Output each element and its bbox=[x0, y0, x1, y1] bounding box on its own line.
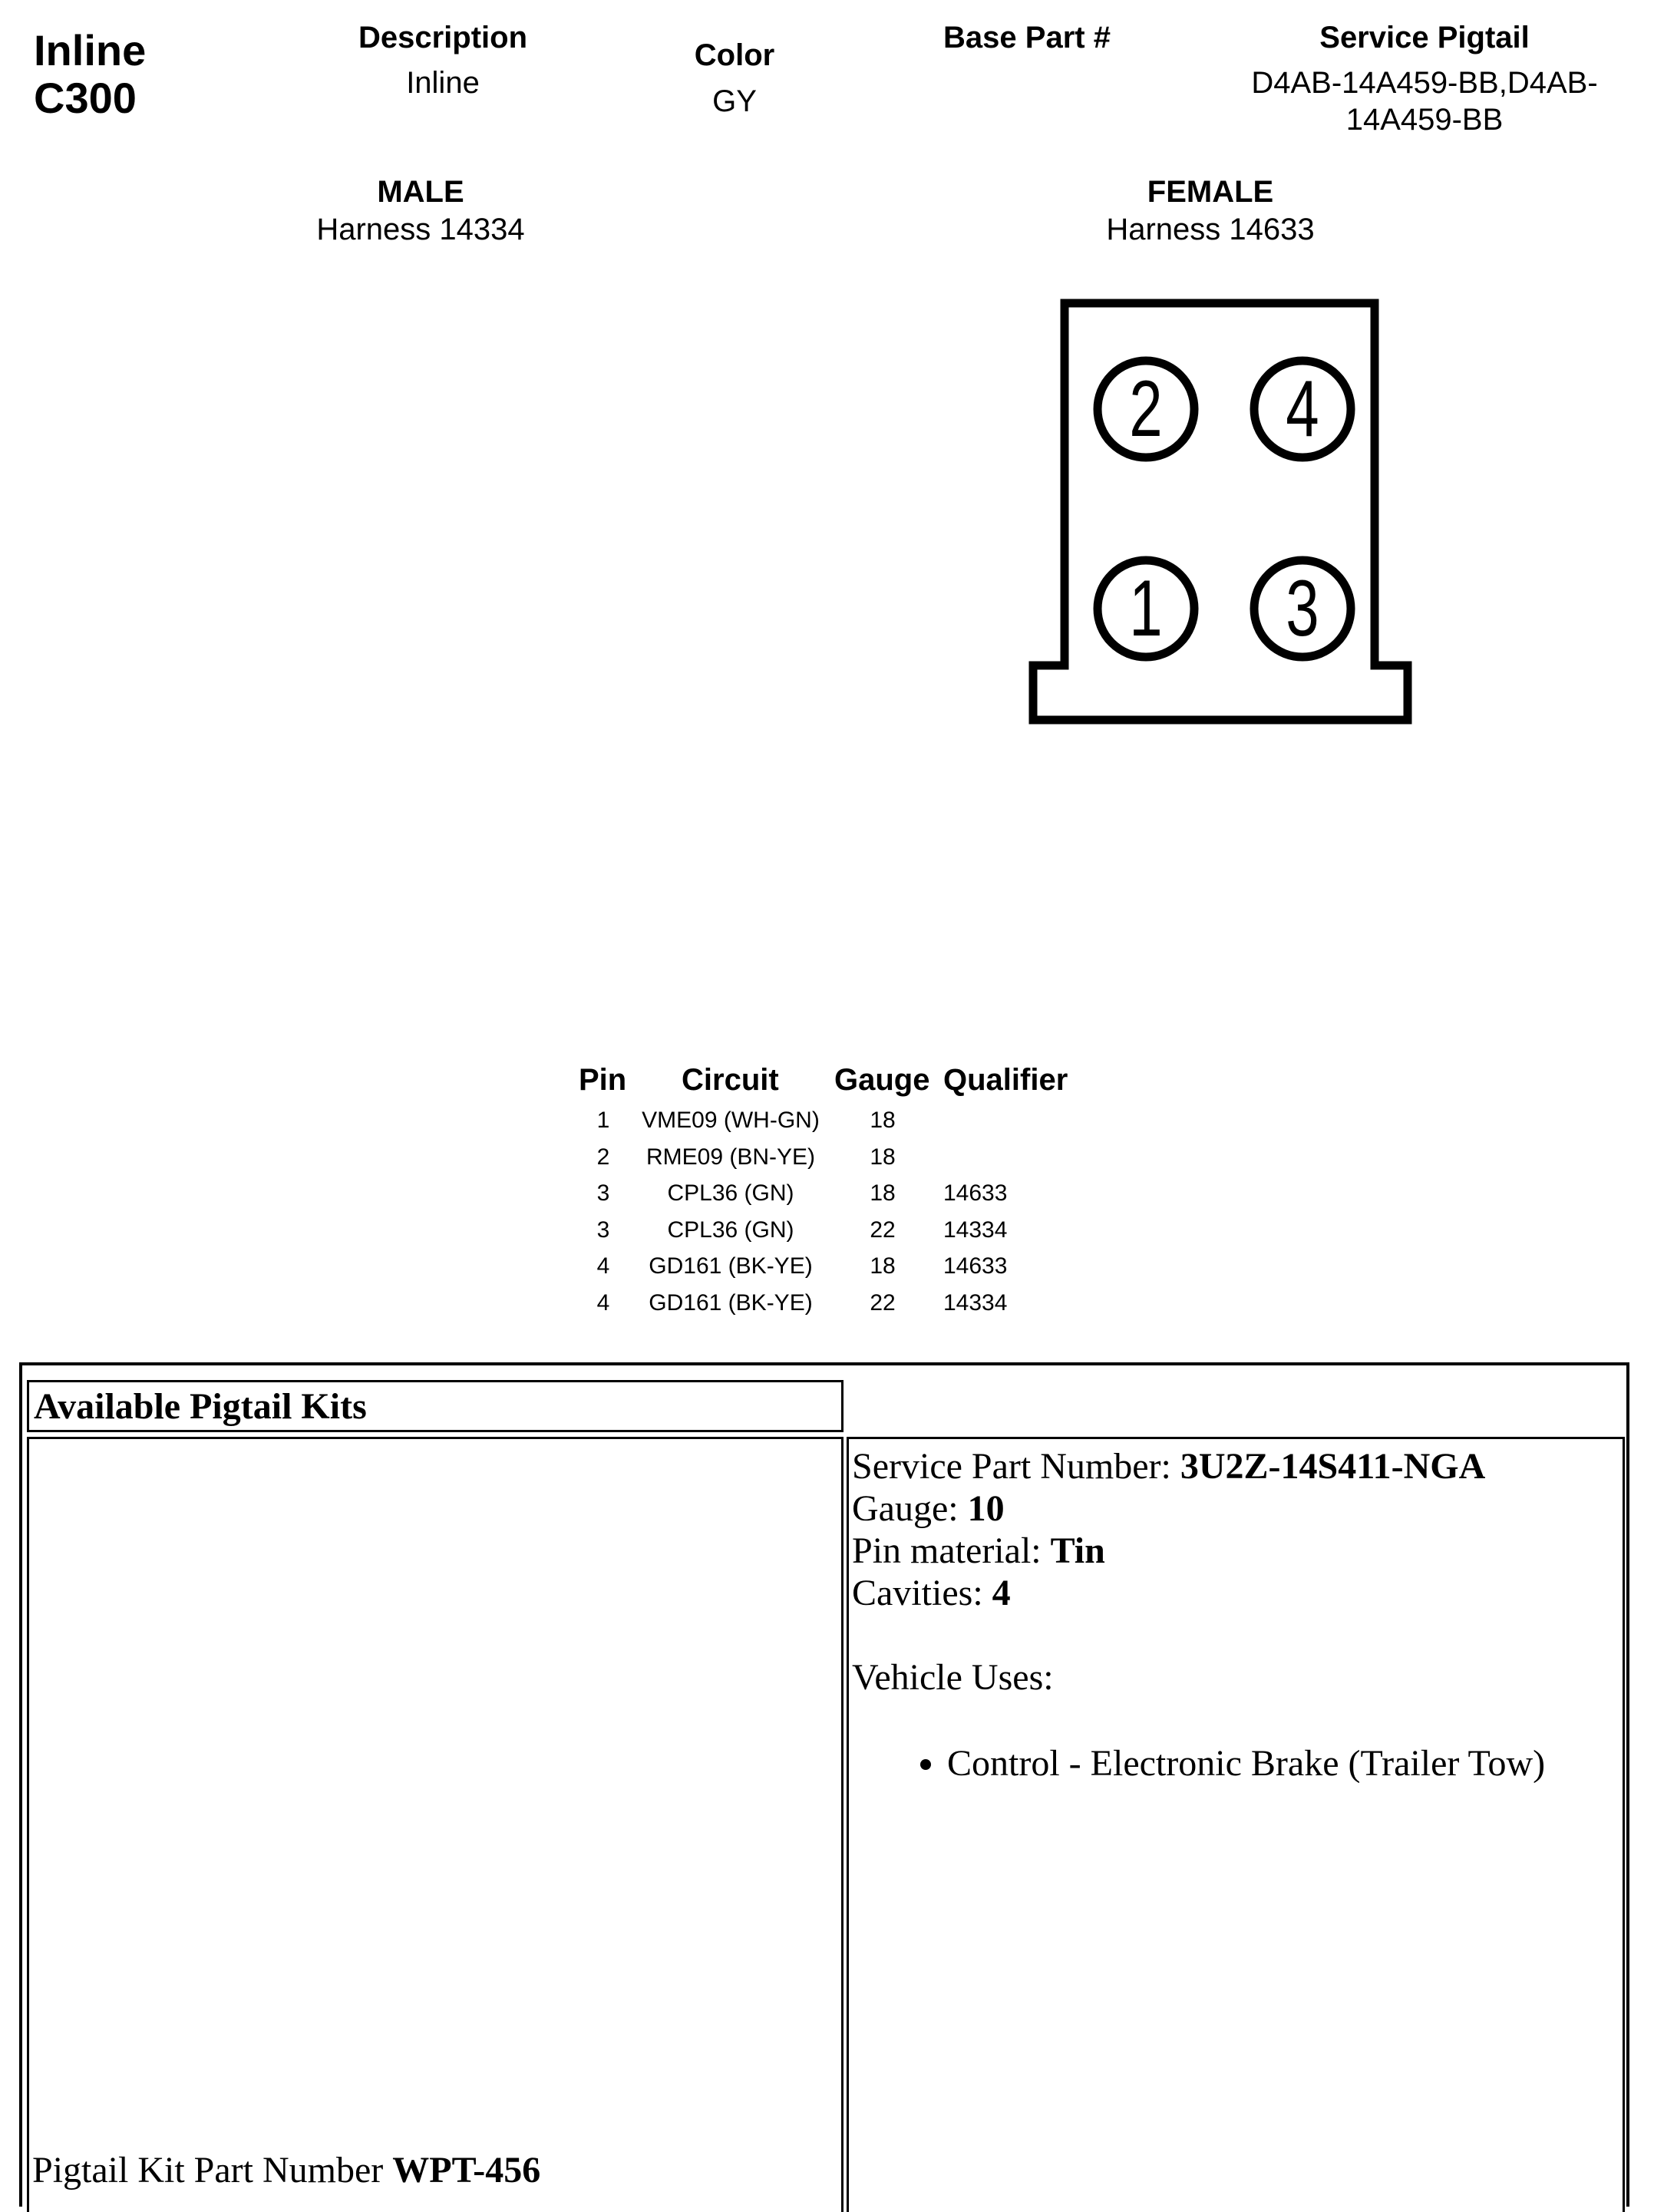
vehicle-uses-list bbox=[852, 1742, 1545, 1784]
cavity-2 bbox=[1098, 361, 1194, 457]
connector-title bbox=[34, 27, 146, 122]
pigtail-kit-label: Pigtail Kit Part Number bbox=[32, 2150, 393, 2191]
pin-qualifier-cell: 14334 bbox=[943, 1289, 1008, 1316]
pin-pin-cell: 4 bbox=[596, 1253, 610, 1279]
pin-material-label: Pin material: bbox=[852, 1530, 1051, 1571]
service-pigtail-label: Service Pigtail bbox=[1319, 21, 1530, 54]
male-label: MALE bbox=[377, 175, 464, 209]
pin-pin-cell: 1 bbox=[596, 1108, 610, 1133]
cavities-value: 4 bbox=[992, 1573, 1011, 1613]
gauge-label: Gauge: bbox=[852, 1488, 968, 1529]
pigtail-kit-image-cell bbox=[27, 1437, 844, 2212]
male-harness: Harness 14334 bbox=[316, 213, 525, 246]
connector-face-diagram bbox=[1021, 295, 1420, 733]
description-label: Description bbox=[358, 21, 528, 54]
female-label: FEMALE bbox=[1147, 175, 1274, 209]
pin-material-value: Tin bbox=[1050, 1530, 1105, 1571]
svg-text:2: 2 bbox=[1129, 365, 1163, 454]
pin-pin-cell: 3 bbox=[596, 1217, 610, 1243]
pin-pin-cell: 2 bbox=[596, 1144, 610, 1170]
color-label: Color bbox=[694, 38, 775, 72]
cavity-1 bbox=[1098, 560, 1194, 657]
pin-pin-cell: 3 bbox=[596, 1180, 610, 1206]
pin-circuit-cell: VME09 (WH-GN) bbox=[642, 1108, 820, 1133]
pin-header: Pin bbox=[579, 1063, 627, 1097]
pin-circuit-cell: CPL36 (GN) bbox=[667, 1217, 794, 1243]
service-part-number-label: Service Part Number: bbox=[852, 1446, 1180, 1487]
pin-gauge-cell: 18 bbox=[870, 1144, 896, 1170]
cavities-label: Cavities: bbox=[852, 1573, 992, 1613]
gauge-value: 10 bbox=[967, 1488, 1005, 1529]
svg-text:4: 4 bbox=[1286, 365, 1319, 454]
pin-gauge-cell: 18 bbox=[870, 1180, 896, 1206]
service-pigtail-line-1: D4AB-14A459-BB,D4AB- bbox=[1251, 66, 1598, 100]
service-pigtail-line-2: 14A459-BB bbox=[1345, 103, 1504, 137]
title-line-2: C300 bbox=[34, 74, 137, 122]
pin-circuit-cell: RME09 (BN-YE) bbox=[645, 1144, 816, 1170]
pin-gauge-cell: 22 bbox=[870, 1217, 896, 1243]
vehicle-use-item: • Control - Electronic Brake (Trailer Tow) bbox=[947, 1742, 1545, 1784]
pin-material-line bbox=[852, 1530, 1545, 1572]
pin-gauge-cell: 18 bbox=[870, 1108, 896, 1133]
cavity-4 bbox=[1254, 361, 1351, 457]
pigtail-kits-heading-box bbox=[27, 1380, 844, 1432]
pin-gauge-cell: 22 bbox=[870, 1289, 896, 1316]
gauge-header: Gauge bbox=[834, 1063, 930, 1097]
connector-housing bbox=[1033, 303, 1408, 720]
pigtail-kits-heading: Available Pigtail Kits bbox=[34, 1386, 367, 1427]
svg-text:1: 1 bbox=[1129, 564, 1163, 653]
pigtail-kit-details-cell bbox=[847, 1437, 1625, 2212]
pin-circuit-cell: GD161 (BK-YE) bbox=[649, 1289, 813, 1316]
service-part-number-line bbox=[852, 1445, 1545, 1487]
base-part-label: Base Part # bbox=[943, 21, 1111, 54]
pin-qualifier-cell: 14633 bbox=[943, 1253, 1008, 1279]
svg-text:3: 3 bbox=[1286, 564, 1319, 653]
gauge-line bbox=[852, 1487, 1545, 1530]
circuit-header: Circuit bbox=[682, 1063, 779, 1097]
pin-qualifier-cell: 14633 bbox=[943, 1180, 1008, 1206]
cavities-line bbox=[852, 1572, 1545, 1614]
pigtail-kit-part-number bbox=[32, 2149, 540, 2191]
vehicle-uses-label: Vehicle Uses: bbox=[852, 1657, 1054, 1698]
pin-circuit-cell: GD161 (BK-YE) bbox=[649, 1253, 813, 1279]
qualifier-header: Qualifier bbox=[943, 1063, 1068, 1097]
cavity-3 bbox=[1254, 560, 1351, 657]
color-value: GY bbox=[712, 84, 757, 118]
pigtail-kit-details bbox=[852, 1445, 1545, 1784]
title-line-1: Inline bbox=[34, 26, 147, 74]
description-value: Inline bbox=[406, 66, 480, 100]
pin-gauge-cell: 18 bbox=[870, 1253, 896, 1279]
pin-pin-cell: 4 bbox=[596, 1289, 610, 1316]
pigtail-kit-number: WPT-456 bbox=[392, 2150, 541, 2191]
pin-qualifier-cell: 14334 bbox=[943, 1217, 1008, 1243]
service-part-number-value: 3U2Z-14S411-NGA bbox=[1180, 1446, 1486, 1487]
pin-circuit-cell: CPL36 (GN) bbox=[667, 1180, 794, 1206]
female-harness: Harness 14633 bbox=[1106, 213, 1315, 246]
